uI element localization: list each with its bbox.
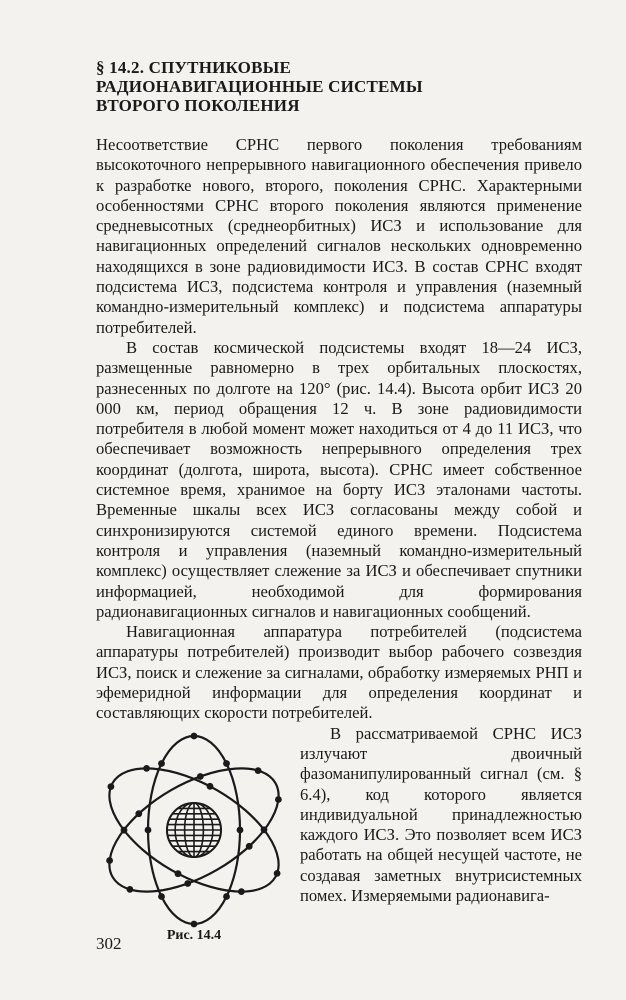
paragraph: В рассматриваемой СРНС ИСЗ излучают двоичный фазоманипулированный сигнал (см. § 6.4), код которого является индивидуальной принадлежностью каждого ИСЗ. Это позволяет всем ИСЗ работать на общей несущей частоте, не создавая заметных внутрисистемных помех. Измеряемыми радионавига- (300, 723, 582, 905)
satellite-dot (223, 893, 230, 900)
satellite-dot (275, 796, 282, 803)
heading-line: РАДИОНАВИГАЦИОННЫЕ СИСТЕМЫ (96, 77, 423, 96)
satellite-dot (197, 773, 204, 780)
globe-icon (167, 803, 221, 857)
satellite-dot (261, 826, 268, 833)
heading-line: ВТОРОГО ПОКОЛЕНИЯ (96, 96, 300, 115)
satellite-dot (145, 826, 152, 833)
satellite-dot (108, 783, 115, 790)
satellite-dot (238, 888, 245, 895)
paragraph: Навигационная аппаратура потребителей (подсистема аппаратуры потребителей) производит выбор рабочего созвездия ИСЗ, поиск и слежение за сигналами, обработку измеряемых РНП и эфемеридной информации для определения координат и составляющих скорости потребителей. (96, 622, 582, 723)
satellite-dot (237, 826, 244, 833)
satellite-dot (106, 857, 113, 864)
satellite-dot (158, 760, 165, 767)
satellite-dot (191, 732, 198, 739)
satellite-dot (274, 870, 281, 877)
satellite-dot (255, 767, 262, 774)
paragraph: В состав космической подсистемы входят 18—24 ИСЗ, размещенные равномерно в трех орбитальных плоскостях, разнесенных по долготе на 120° (рис. 14.4). Высота орбит ИСЗ 20 000 км, период обращения 12 ч. В зоне радиовидимости потребителя в любой момент может находиться от 4 до 11 ИСЗ, что обеспечивает возможность непрерывного определения трех координат (долгота, широта, высота). СРНС имеет собственное системное время, хранимое на борту ИСЗ эталонами частоты. Временные шкалы всех ИСЗ согласованы между собой и синхронизируются системой единого времени. Подсистема контроля и управления (наземный командно-измерительный комплекс) осуществляет слежение за ИСЗ и обеспечивает спутники информацией, необходимой для формирования радионавигационных сигналов и навигационных сообщений. (96, 337, 582, 621)
satellite-dot (175, 870, 182, 877)
section-heading (96, 58, 582, 115)
satellite-dot (127, 886, 134, 893)
page-body (96, 58, 582, 944)
satellite-dot (207, 783, 214, 790)
satellite-dot (184, 880, 191, 887)
paragraph: Несоответствие СРНС первого поколения требованиям высокоточного непрерывного навигационного обеспечения привело к разработке нового, второго, поколения СРНС. Характерными особенностями СРНС второго поколения являются применение средневысотных (среднеорбитных) ИСЗ и использование для навигационных определений сигналов нескольких одновременно находящихся в зоне радиовидимости ИСЗ. В состав СРНС входят подсистема ИСЗ, подсистема контроля и управления (наземный командно-измерительный комплекс) и подсистема аппаратуры потребителей. (96, 135, 582, 337)
satellite-dot (143, 765, 150, 772)
orbit-figure (96, 732, 292, 944)
satellite-dot (223, 760, 230, 767)
satellite-orbits-diagram (96, 732, 292, 928)
figure-caption: Рис. 14.4 (166, 927, 222, 943)
page-number: 302 (96, 934, 122, 953)
satellite-dot (158, 893, 165, 900)
satellite-dot (191, 920, 198, 927)
satellite-dot (246, 843, 253, 850)
satellite-dot (121, 826, 128, 833)
figure-wrap-block (96, 622, 582, 943)
satellite-dot (135, 810, 142, 817)
heading-line: § 14.2. СПУТНИКОВЫЕ (96, 58, 292, 77)
